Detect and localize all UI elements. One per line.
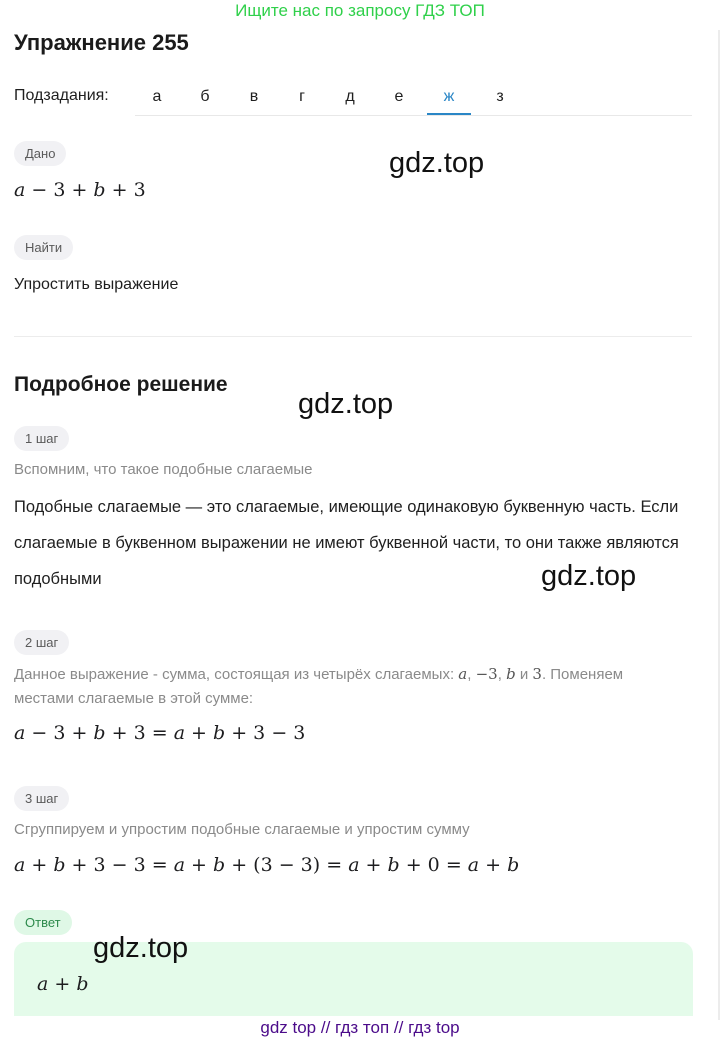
step-2-expression: a − 3 + b + 3 = a + b + 3 − 3	[14, 722, 306, 744]
step-3-expression: a + b + 3 − 3 = a + b + (3 − 3) = a + b + 0 = a + b	[14, 854, 520, 876]
tab-d[interactable]: д	[345, 88, 355, 105]
answer-expression: a + b	[37, 973, 89, 995]
given-expression: a − 3 + b + 3	[14, 179, 146, 201]
footer-link-gdz-top-mixed[interactable]: гдз top	[408, 1018, 460, 1037]
step-3-hint: Сгруппируем и упростим подобные слагаемые и упростим сумму	[14, 821, 470, 838]
watermark: gdz.top	[389, 147, 485, 179]
step-3-badge: 3 шаг	[14, 786, 69, 811]
subtasks-label: Подзадания:	[14, 87, 109, 104]
promo-banner: Ищите нас по запросу ГДЗ ТОП	[235, 1, 485, 20]
tab-b[interactable]: б	[200, 88, 210, 105]
tab-a[interactable]: а	[152, 88, 162, 105]
watermark: gdz.top	[93, 932, 189, 964]
footer-link-gdz-top[interactable]: gdz top	[260, 1018, 317, 1037]
step-2-badge: 2 шаг	[14, 630, 69, 655]
footer-separator: //	[320, 1018, 331, 1037]
step-2-hint: Данное выражение - сумма, состоящая из четырёх слагаемых: a, −3, b и 3. Поменяем местами слагаемые в этой сумме:	[14, 665, 624, 707]
footer-separator: //	[393, 1018, 404, 1037]
tab-g[interactable]: г	[299, 88, 305, 105]
solution-heading: Подробное решение	[14, 373, 228, 396]
step-1-badge: 1 шаг	[14, 426, 69, 451]
tab-v[interactable]: в	[249, 88, 259, 105]
tab-zh[interactable]: ж	[427, 80, 471, 115]
footer-link-gdz-top-ru[interactable]: гдз топ	[335, 1018, 390, 1037]
answer-badge: Ответ	[14, 910, 72, 935]
watermark: gdz.top	[541, 560, 637, 592]
watermark: gdz.top	[298, 388, 394, 420]
tab-z[interactable]: з	[496, 88, 504, 105]
step-1-hint: Вспомним, что такое подобные слагаемые	[14, 461, 313, 478]
subtask-tabs	[135, 80, 692, 116]
section-divider	[14, 336, 692, 337]
tab-e[interactable]: е	[394, 88, 404, 105]
step-1-body: Подобные слагаемые — это слагаемые, имеющие одинаковую буквенную часть. Если слагаемые в буквенном выражении не имеют буквенной части, то они также являются подобными	[14, 498, 679, 588]
find-badge: Найти	[14, 235, 73, 260]
given-badge: Дано	[14, 141, 66, 166]
footer-links	[0, 1017, 720, 1039]
find-text: Упростить выражение	[14, 276, 179, 293]
page-title: Упражнение 255	[14, 30, 189, 55]
